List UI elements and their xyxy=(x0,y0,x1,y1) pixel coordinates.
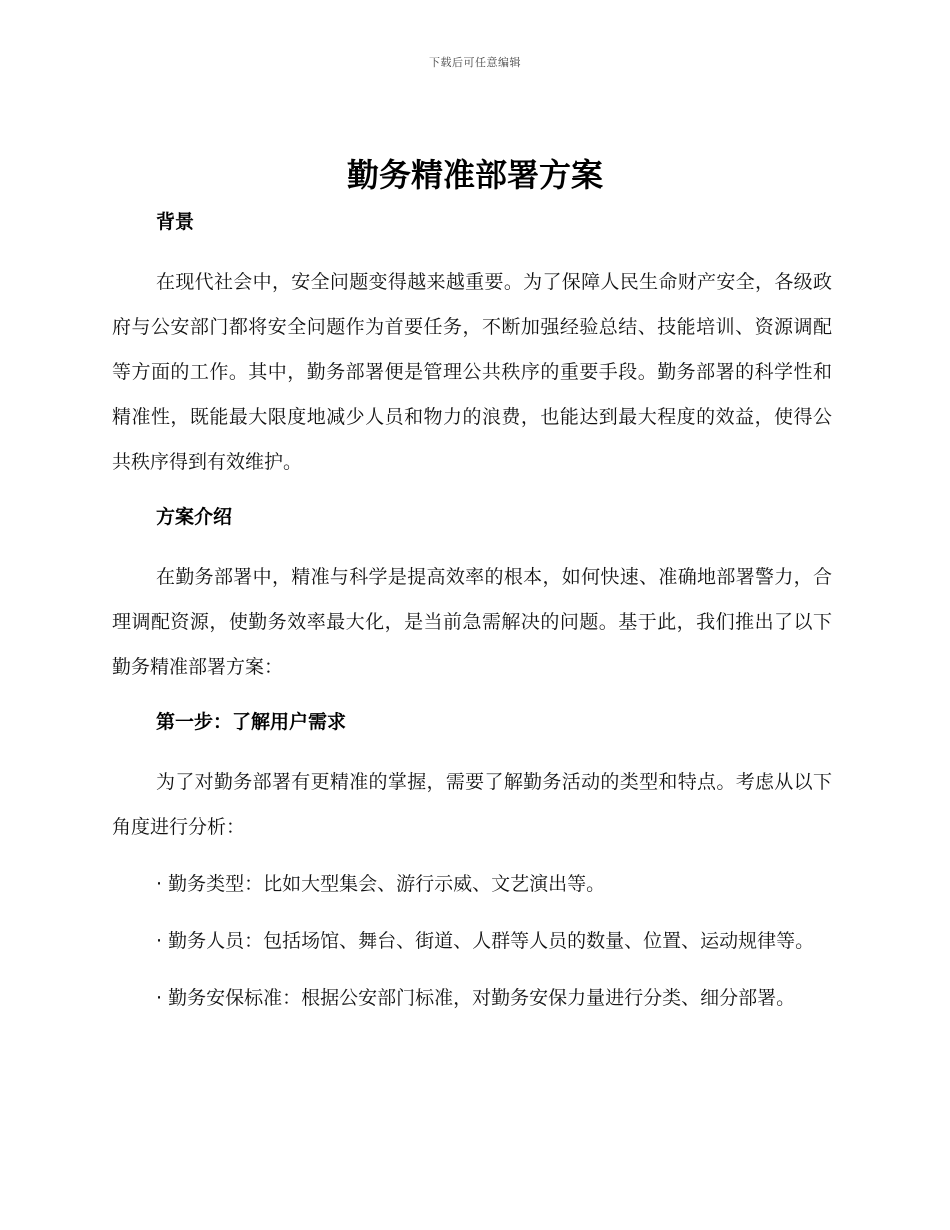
document-body xyxy=(112,202,832,1033)
paragraph-step1: 为了对勤务部署有更精准的掌握，需要了解勤务活动的类型和特点。考虑从以下角度进行分析： xyxy=(112,771,832,838)
header-note: 下载后可任意编辑 xyxy=(429,56,521,69)
list-item: · 勤务安保标准：根据公安部门标准，对勤务安保力量进行分类、细分部署。 xyxy=(156,987,796,1009)
paragraph-background: 在现代社会中，安全问题变得越来越重要。为了保障人民生命财产安全，各级政府与公安部门都将安全问题作为首要任务，不断加强经验总结、技能培训、资源调配等方面的工作。其中，勤务部署便是管理公共秩序的重要手段。勤务部署的科学性和精准性，既能最大限度地减少人员和物力的浪费，也能达到最大程度的效益，使得公共秩序得到有效维护。 xyxy=(112,271,832,473)
section-heading-background: 背景 xyxy=(156,211,195,233)
list-item: · 勤务人员：包括场馆、舞台、街道、人群等人员的数量、位置、运动规律等。 xyxy=(156,930,815,952)
section-heading-step1: 第一步：了解用户需求 xyxy=(156,711,347,733)
list-item: · 勤务类型：比如大型集会、游行示威、文艺演出等。 xyxy=(156,873,606,895)
paragraph-intro: 在勤务部署中，精准与科学是提高效率的根本，如何快速、准确地部署警力，合理调配资源，使勤务效率最大化，是当前急需解决的问题。基于此，我们推出了以下勤务精准部署方案： xyxy=(112,566,832,678)
section-heading-intro: 方案介绍 xyxy=(156,506,233,528)
document-title: 勤务精准部署方案 xyxy=(346,156,603,194)
